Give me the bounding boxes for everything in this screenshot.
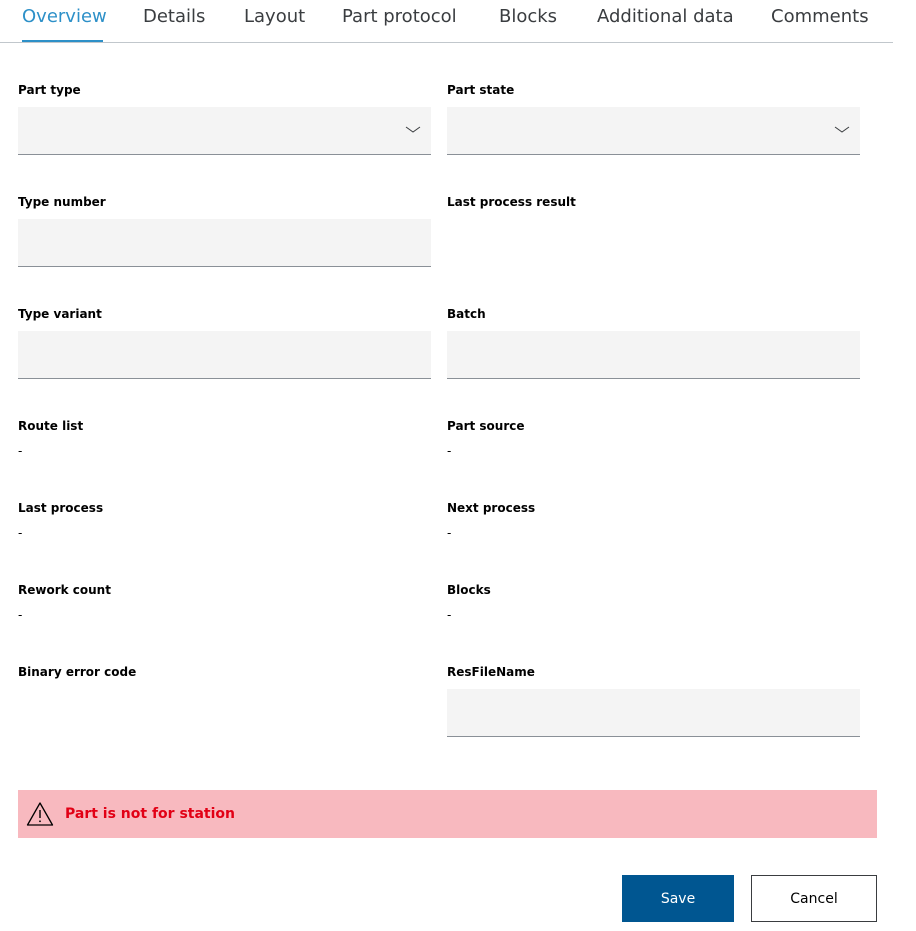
res-file-name-label: ResFileName xyxy=(447,665,535,679)
route-list-value: - xyxy=(18,444,23,458)
last-process-result-label: Last process result xyxy=(447,195,576,209)
part-type-label: Part type xyxy=(18,83,81,97)
last-process-value: - xyxy=(18,526,23,540)
part-source-label: Part source xyxy=(447,419,525,433)
rework-count-value: - xyxy=(18,608,23,622)
binary-error-code-label: Binary error code xyxy=(18,665,137,679)
batch-label: Batch xyxy=(447,307,486,321)
part-state-select[interactable] xyxy=(447,107,860,155)
type-variant-label: Type variant xyxy=(18,307,102,321)
warning-message: Part is not for station xyxy=(65,806,235,822)
part-state-label: Part state xyxy=(447,83,515,97)
blocks-label: Blocks xyxy=(447,583,491,597)
next-process-value: - xyxy=(447,526,452,540)
part-source-value: - xyxy=(447,444,452,458)
tab-overview[interactable]: Overview xyxy=(22,4,103,42)
next-process-label: Next process xyxy=(447,501,536,515)
tab-comments[interactable]: Comments xyxy=(771,6,869,27)
cancel-button[interactable]: Cancel xyxy=(751,875,877,922)
last-process-label: Last process xyxy=(18,501,104,515)
tab-part-protocol[interactable]: Part protocol xyxy=(342,6,457,27)
blocks-value: - xyxy=(447,608,452,622)
tab-details[interactable]: Details xyxy=(143,6,206,27)
tab-layout[interactable]: Layout xyxy=(244,6,306,27)
batch-input[interactable] xyxy=(447,331,860,379)
save-button[interactable]: Save xyxy=(622,875,734,922)
type-number-input[interactable] xyxy=(18,219,431,267)
type-variant-input[interactable] xyxy=(18,331,431,379)
part-type-select[interactable] xyxy=(18,107,431,155)
route-list-label: Route list xyxy=(18,419,84,433)
res-file-name-input[interactable] xyxy=(447,689,860,737)
warning-icon xyxy=(26,801,54,827)
tab-additional-data[interactable]: Additional data xyxy=(597,6,734,27)
tab-blocks[interactable]: Blocks xyxy=(499,6,558,27)
tab-bar xyxy=(0,0,893,43)
type-number-label: Type number xyxy=(18,195,106,209)
warning-banner xyxy=(18,790,877,838)
chevron-down-icon xyxy=(834,125,850,135)
chevron-down-icon xyxy=(405,125,421,135)
rework-count-label: Rework count xyxy=(18,583,111,597)
